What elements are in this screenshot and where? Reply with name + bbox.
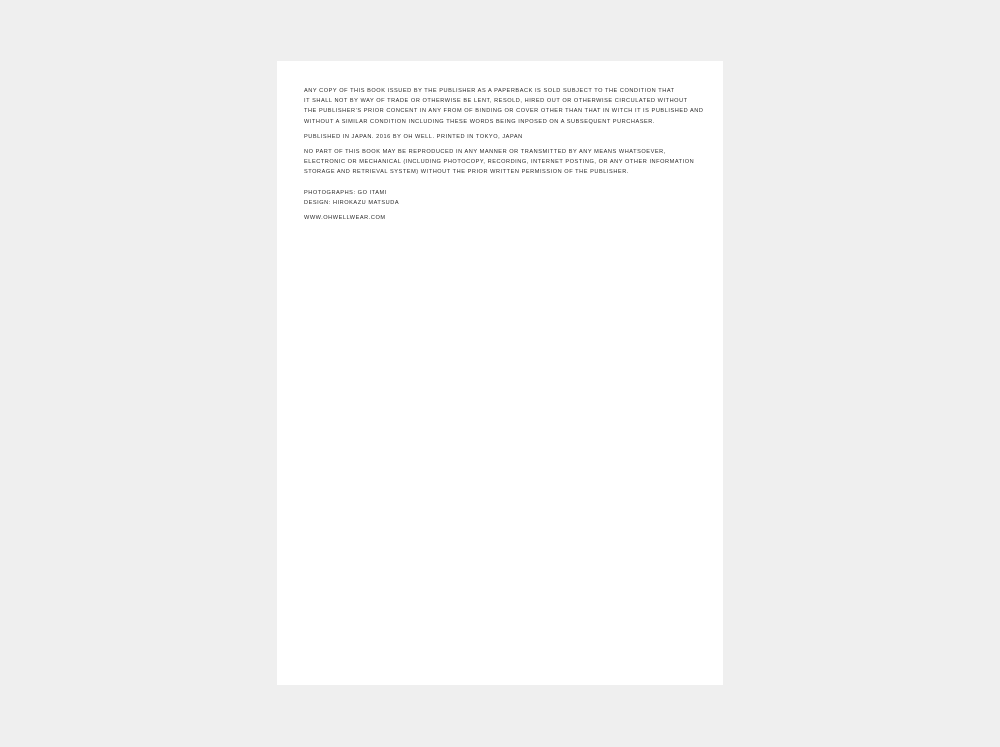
publication-info bbox=[304, 132, 704, 142]
license-line: WITHOUT A SIMILAR CONDITION INCLUDING THESE WORDS BEING INPOSED ON A SUBSEQUENT PURCHASER. bbox=[304, 118, 655, 125]
rights-line: ELECTRONIC OR MECHANICAL (INCLUDING PHOTOCOPY, RECORDING, INTERNET POSTING, OR ANY OTHER INFORMATION bbox=[304, 159, 695, 166]
photographs-credit: PHOTOGRAPHS: GO ITAMI bbox=[304, 189, 387, 196]
document-page bbox=[277, 61, 723, 685]
published-line: PUBLISHED IN JAPAN. 2016 BY OH WELL. PRINTED IN TOKYO, JAPAN bbox=[304, 133, 523, 140]
credits bbox=[304, 188, 704, 208]
spacer bbox=[304, 178, 704, 188]
design-credit: DESIGN: HIROKAZU MATSUDA bbox=[304, 199, 400, 206]
license-notice bbox=[304, 86, 704, 127]
colophon-text bbox=[304, 86, 704, 223]
website-block bbox=[304, 213, 704, 223]
rights-line: NO PART OF THIS BOOK MAY BE REPRODUCED IN ANY MANNER OR TRANSMITTED BY ANY MEANS WHATSOEVER, bbox=[304, 149, 666, 156]
license-line: IT SHALL NOT BY WAY OF TRADE OR OTHERWISE BE LENT, RESOLD, HIRED OUT OR OTHERWISE CIRCULATED WITHOUT bbox=[304, 98, 688, 105]
license-line: THE PUBLISHER’S PRIOR CONCENT IN ANY FROM OF BINDING OR COVER OTHER THAN THAT IN WITCH IT IS PUBLISHED AND bbox=[304, 108, 704, 115]
rights-line: STORAGE AND RETRIEVAL SYSTEM) WITHOUT THE PRIOR WRITTEN PERMISSION OF THE PUBLISHER. bbox=[304, 169, 629, 176]
rights-notice bbox=[304, 147, 704, 178]
license-line: ANY COPY OF THIS BOOK ISSUED BY THE PUBLISHER AS A PAPERBACK IS SOLD SUBJECT TO THE CONDITION THAT bbox=[304, 88, 675, 94]
website-link[interactable]: WWW.OHWELLWEAR.COM bbox=[304, 215, 386, 222]
